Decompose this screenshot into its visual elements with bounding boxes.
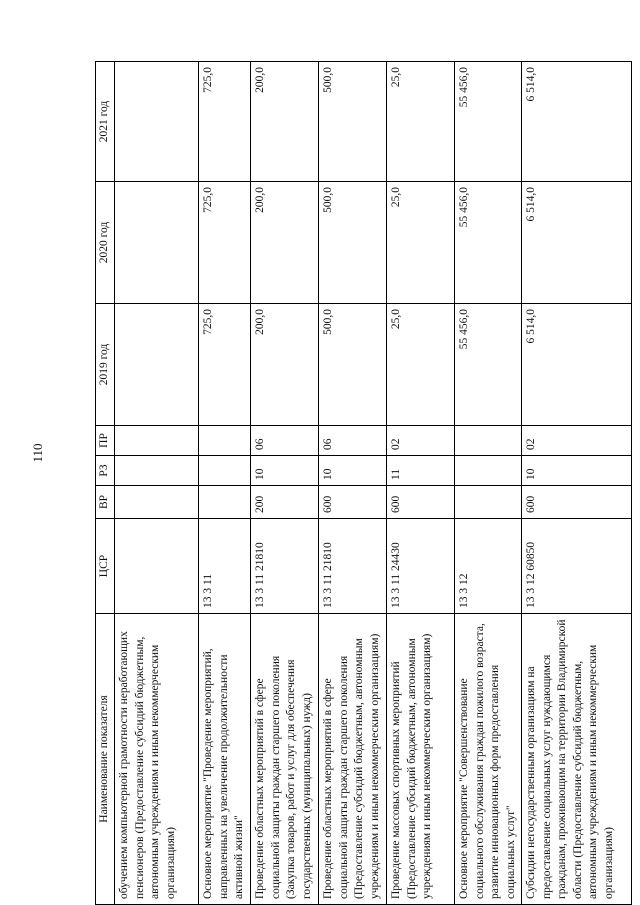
cell-pr: 02 <box>387 426 455 456</box>
cell-csr: 13 3 11 21810 <box>251 519 319 614</box>
cell-2019: 6 514,0 <box>522 304 632 426</box>
cell-name: Основное мероприятие "Совершенствование социального обслуживания граждан пожилого возраста, развитие инновационных форм предоставления социальных услуг" <box>455 614 522 905</box>
cell-rz <box>455 456 522 486</box>
cell-csr: 13 3 11 24430 <box>387 519 455 614</box>
cell-rz: 10 <box>522 456 632 486</box>
cell-vr: 600 <box>319 486 387 519</box>
cell-2019: 25,0 <box>387 304 455 426</box>
cell-2020: 500,0 <box>319 182 387 304</box>
cell-2020: 25,0 <box>387 182 455 304</box>
header-2020: 2020 год <box>96 182 115 304</box>
cell-csr: 13 3 11 21810 <box>319 519 387 614</box>
header-rz: РЗ <box>96 456 115 486</box>
cell-name: Проведение областных мероприятий в сфере социальной защиты граждан старшего поколения (Закупка товаров, работ и услуг для обеспечения государственных (муниципальных) нужд) <box>251 614 319 905</box>
table-row <box>251 62 319 905</box>
table-row <box>319 62 387 905</box>
cell-rz: 11 <box>387 456 455 486</box>
cell-rz <box>199 456 251 486</box>
cell-2020 <box>115 182 199 304</box>
header-2019: 2019 год <box>96 304 115 426</box>
table-row <box>455 62 522 905</box>
cell-pr <box>115 426 199 456</box>
cell-vr <box>199 486 251 519</box>
cell-2019: 725,0 <box>199 304 251 426</box>
cell-vr: 600 <box>387 486 455 519</box>
cell-2020: 6 514,0 <box>522 182 632 304</box>
table-row <box>115 62 199 905</box>
cell-2021: 725,0 <box>199 62 251 182</box>
cell-2021: 200,0 <box>251 62 319 182</box>
cell-csr: 13 3 12 <box>455 519 522 614</box>
cell-rz <box>115 456 199 486</box>
cell-pr: 06 <box>251 426 319 456</box>
table-row <box>387 62 455 905</box>
cell-name: Субсидии негосударственным организациям на предоставление социальных услуг нуждающимся гражданам, проживающим на территории Владимирской области (Предоставление субсидий бюджетным, автономным учреждениям и иным некоммерческим организациям) <box>522 614 632 905</box>
cell-csr: 13 3 12 60850 <box>522 519 632 614</box>
cell-pr <box>199 426 251 456</box>
header-row <box>96 62 115 905</box>
cell-pr: 06 <box>319 426 387 456</box>
cell-pr <box>455 426 522 456</box>
budget-table <box>95 61 632 905</box>
cell-2020: 725,0 <box>199 182 251 304</box>
table-row <box>199 62 251 905</box>
cell-2019: 500,0 <box>319 304 387 426</box>
cell-2021: 6 514,0 <box>522 62 632 182</box>
cell-2019: 55 456,0 <box>455 304 522 426</box>
cell-2019 <box>115 304 199 426</box>
cell-2019: 200,0 <box>251 304 319 426</box>
cell-2021: 55 456,0 <box>455 62 522 182</box>
page-number: 110 <box>30 443 45 463</box>
cell-2021: 25,0 <box>387 62 455 182</box>
cell-vr <box>455 486 522 519</box>
cell-vr: 200 <box>251 486 319 519</box>
header-name: Наименование показателя <box>96 614 115 905</box>
header-pr: ПР <box>96 426 115 456</box>
cell-rz: 10 <box>319 456 387 486</box>
table-row <box>522 62 632 905</box>
header-vr: ВР <box>96 486 115 519</box>
cell-name: Основное мероприятие "Проведение мероприятий, направленных на увеличение продолжительности активной жизни" <box>199 614 251 905</box>
cell-name: Проведение областных мероприятий в сфере социальной защиты граждан старшего поколения (Предоставление субсидий бюджетным, автономным учреждениям и иным некоммерческим организациям) <box>319 614 387 905</box>
rotated-page <box>95 62 640 905</box>
cell-csr <box>115 519 199 614</box>
cell-2021 <box>115 62 199 182</box>
cell-vr <box>115 486 199 519</box>
cell-name: обучением компьютерной грамотности неработающих пенсионеров (Предоставление субсидий бюджетным, автономным учреждениям и иным некоммерческим организациям) <box>115 614 199 905</box>
cell-rz: 10 <box>251 456 319 486</box>
cell-name: Проведение массовых спортивных мероприятий (Предоставление субсидий бюджетным, автономным учреждениям и иным некоммерческим организациям) <box>387 614 455 905</box>
cell-pr: 02 <box>522 426 632 456</box>
cell-2020: 200,0 <box>251 182 319 304</box>
cell-vr: 600 <box>522 486 632 519</box>
cell-2021: 500,0 <box>319 62 387 182</box>
header-csr: ЦСР <box>96 519 115 614</box>
header-2021: 2021 год <box>96 62 115 182</box>
cell-2020: 55 456,0 <box>455 182 522 304</box>
cell-csr: 13 3 11 <box>199 519 251 614</box>
